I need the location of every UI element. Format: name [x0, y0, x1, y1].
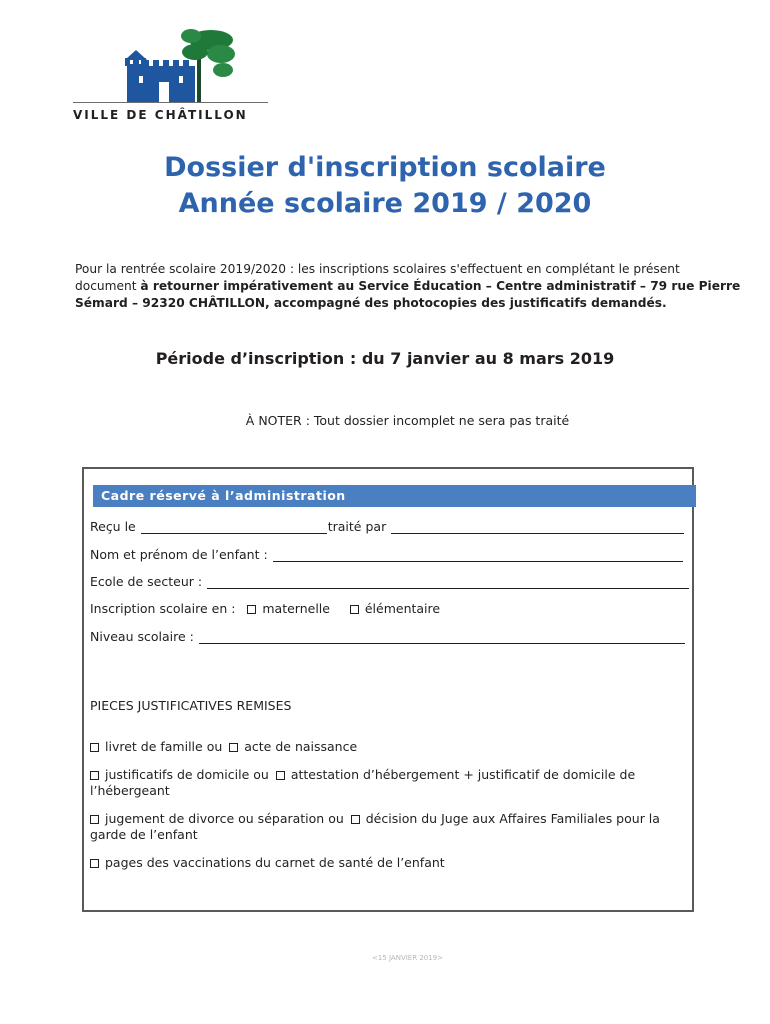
- registration-period: Période d’inscription : du 7 janvier au 8 mars 2019: [155, 349, 615, 368]
- acte-checkbox[interactable]: [229, 743, 238, 752]
- enrollment-label: Inscription scolaire en :: [90, 601, 236, 616]
- decision-checkbox[interactable]: [351, 815, 360, 824]
- city-logo: [73, 26, 273, 124]
- jugement-checkbox[interactable]: [90, 815, 99, 824]
- attestation-label-cont: l’hébergeant: [90, 783, 170, 798]
- attestation-checkbox[interactable]: [276, 771, 285, 780]
- decision-label: décision du Juge aux Affaires Familiales pour la: [365, 811, 660, 826]
- logo-text: VILLE DE CHÂTILLON: [73, 108, 248, 122]
- received-label: Reçu le: [90, 519, 136, 534]
- enrollment-row: [90, 601, 440, 617]
- level-field[interactable]: [199, 631, 685, 644]
- logo-divider: [73, 102, 268, 103]
- document-row-domicile: [90, 767, 690, 799]
- incomplete-notice: À NOTER : Tout dossier incomplet ne sera pas traité: [245, 413, 570, 428]
- attestation-label: attestation d’hébergement + justificatif de domicile de: [290, 767, 636, 782]
- admin-header: Cadre réservé à l’administration: [93, 485, 696, 507]
- child-name-field[interactable]: [273, 549, 683, 562]
- processed-by-field[interactable]: [391, 521, 684, 534]
- intro-line-2-plain: document: [75, 279, 141, 293]
- child-name-label: Nom et prénom de l’enfant :: [90, 547, 268, 562]
- domicile-checkbox[interactable]: [90, 771, 99, 780]
- document-row-custody: [90, 811, 694, 843]
- received-date-field[interactable]: [141, 521, 327, 534]
- footer-date: <15 JANVIER 2019>: [371, 954, 443, 962]
- processed-by-label: traité par: [327, 519, 387, 534]
- document-row-family: [90, 739, 357, 755]
- document-title: Dossier d'inscription scolaire: [164, 152, 606, 183]
- castle-tower-icon: [125, 26, 235, 102]
- vaccinations-checkbox[interactable]: [90, 859, 99, 868]
- child-name-row: [90, 547, 684, 562]
- vaccinations-label: pages des vaccinations du carnet de santé de l’enfant: [105, 855, 445, 870]
- level-row: [90, 629, 686, 644]
- documents-title: PIECES JUSTIFICATIVES REMISES: [90, 698, 292, 713]
- intro-paragraph: [75, 261, 740, 312]
- maternelle-checkbox[interactable]: [247, 605, 256, 614]
- intro-line-2: [75, 278, 740, 295]
- level-label: Niveau scolaire :: [90, 629, 194, 644]
- intro-line-3-bold: Sémard – 92320 CHÂTILLON, accompagné des photocopies des justificatifs demandés.: [75, 296, 667, 310]
- intro-line-2-bold: à retourner impérativement au Service Éducation – Centre administratif – 79 rue Pierre: [140, 279, 741, 293]
- school-field[interactable]: [207, 576, 689, 589]
- domicile-label: justificatifs de domicile ou: [105, 767, 269, 782]
- elementaire-label: élémentaire: [364, 601, 441, 616]
- acte-label: acte de naissance: [244, 739, 358, 754]
- decision-label-cont: garde de l’enfant: [90, 827, 198, 842]
- maternelle-label: maternelle: [262, 601, 330, 616]
- school-row: [90, 574, 690, 589]
- livret-label: livret de famille ou: [105, 739, 223, 754]
- school-label: Ecole de secteur :: [90, 574, 203, 589]
- admin-reserved-frame: [82, 467, 694, 912]
- livret-checkbox[interactable]: [90, 743, 99, 752]
- school-year-title: Année scolaire 2019 / 2020: [178, 188, 592, 219]
- elementaire-checkbox[interactable]: [350, 605, 359, 614]
- intro-line-1: Pour la rentrée scolaire 2019/2020 : les inscriptions scolaires s'effectuent en complétant le présent: [75, 262, 680, 276]
- received-row: [90, 519, 685, 534]
- document-row-vaccinations: [90, 855, 445, 871]
- jugement-label: jugement de divorce ou séparation ou: [105, 811, 344, 826]
- intro-line-3: [75, 295, 740, 312]
